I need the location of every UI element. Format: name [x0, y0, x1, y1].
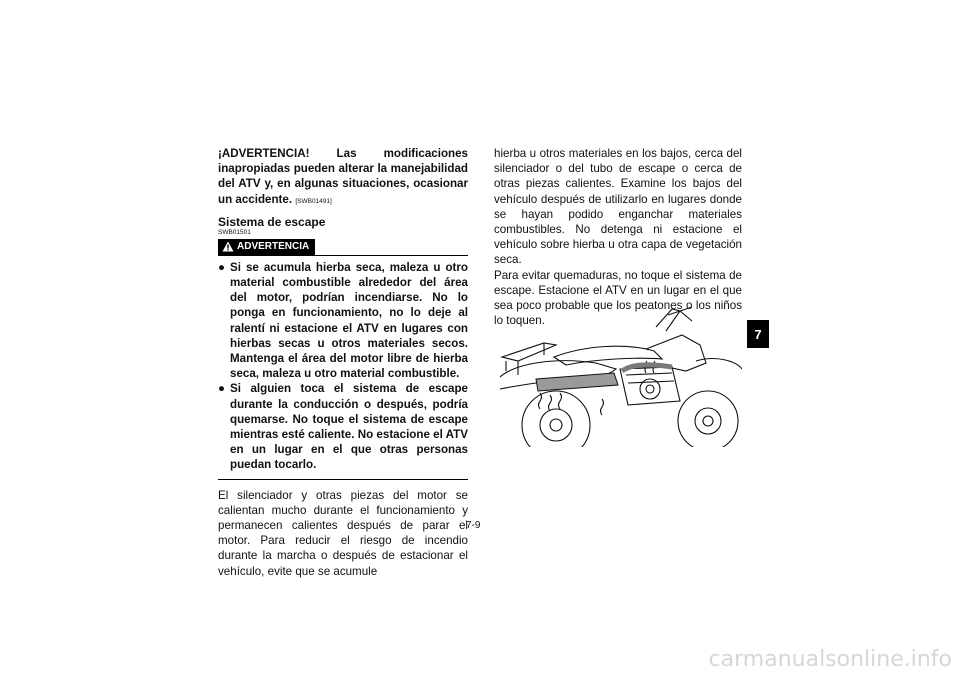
warning-intro	[218, 146, 468, 209]
list-item	[218, 260, 468, 382]
atv-exhaust-illustration	[496, 305, 742, 447]
left-column	[218, 146, 468, 579]
warning-divider	[218, 479, 468, 480]
warning-intro-text: ¡ADVERTENCIA! Las modificaciones inapropiadas pueden alterar la manejabilidad del ATV y, en algunas situaciones, ocasionar un accidente.	[218, 147, 468, 206]
bullet-text: Si se acumula hierba seca, maleza u otro material combustible alrededor del área del motor, podrían incendiarse. No lo ponga en funcionamiento, no lo deje al ralentí ni estacione el ATV en lugares con hierbas secas u otros materiales secos. Mantenga el área del motor libre de hierba seca, maleza u otro material combustible.	[230, 260, 468, 381]
body-paragraph-1: hierba u otros materiales en los bajos, cerca del silenciador o del tubo de escape o cerca de otras piezas calientes. Examine los bajos del vehículo después de utilizarlo en lugares donde se hayan podido enganchar materiales combustibles. No detenga ni estacione el vehículo sobre hierba u otra capa de vegetación seca.	[494, 147, 742, 267]
warning-triangle-icon	[222, 241, 234, 252]
section-code: SWB01501	[218, 228, 251, 236]
page-number: 7-9	[466, 520, 481, 531]
body-paragraph: El silenciador y otras piezas del motor se calientan mucho durante el funcionamiento y permanecen calientes después de parar el motor. Para reducir el riesgo de incendio durante la marcha o después de estacionar el vehículo, evite que se acumule	[218, 488, 468, 578]
section-title: Sistema de escape	[218, 214, 326, 229]
warning-badge	[218, 239, 315, 255]
right-column	[494, 146, 742, 328]
warning-intro-code: [SWB01491]	[295, 197, 332, 205]
bullet-dot: ●	[218, 382, 226, 396]
watermark: carmanualsonline.info	[708, 647, 952, 672]
body-paragraph-2: Para evitar quemaduras, no toque el sistema de escape. Estacione el ATV en un lugar en el que sea poco probable que los peatones o los niños lo toquen.	[494, 268, 742, 328]
chapter-tab: 7	[747, 320, 769, 348]
warning-list	[218, 260, 468, 473]
warning-header	[218, 239, 468, 256]
bullet-dot: ●	[218, 260, 226, 274]
bullet-text: Si alguien toca el sistema de escape durante la conducción o después, podría quemarse. No toque el sistema de escape mientras esté caliente. No estacione el ATV en un lugar en el que otras personas puedan tocarlo.	[230, 382, 468, 472]
warning-label: ADVERTENCIA	[237, 241, 310, 253]
list-item	[218, 381, 468, 472]
